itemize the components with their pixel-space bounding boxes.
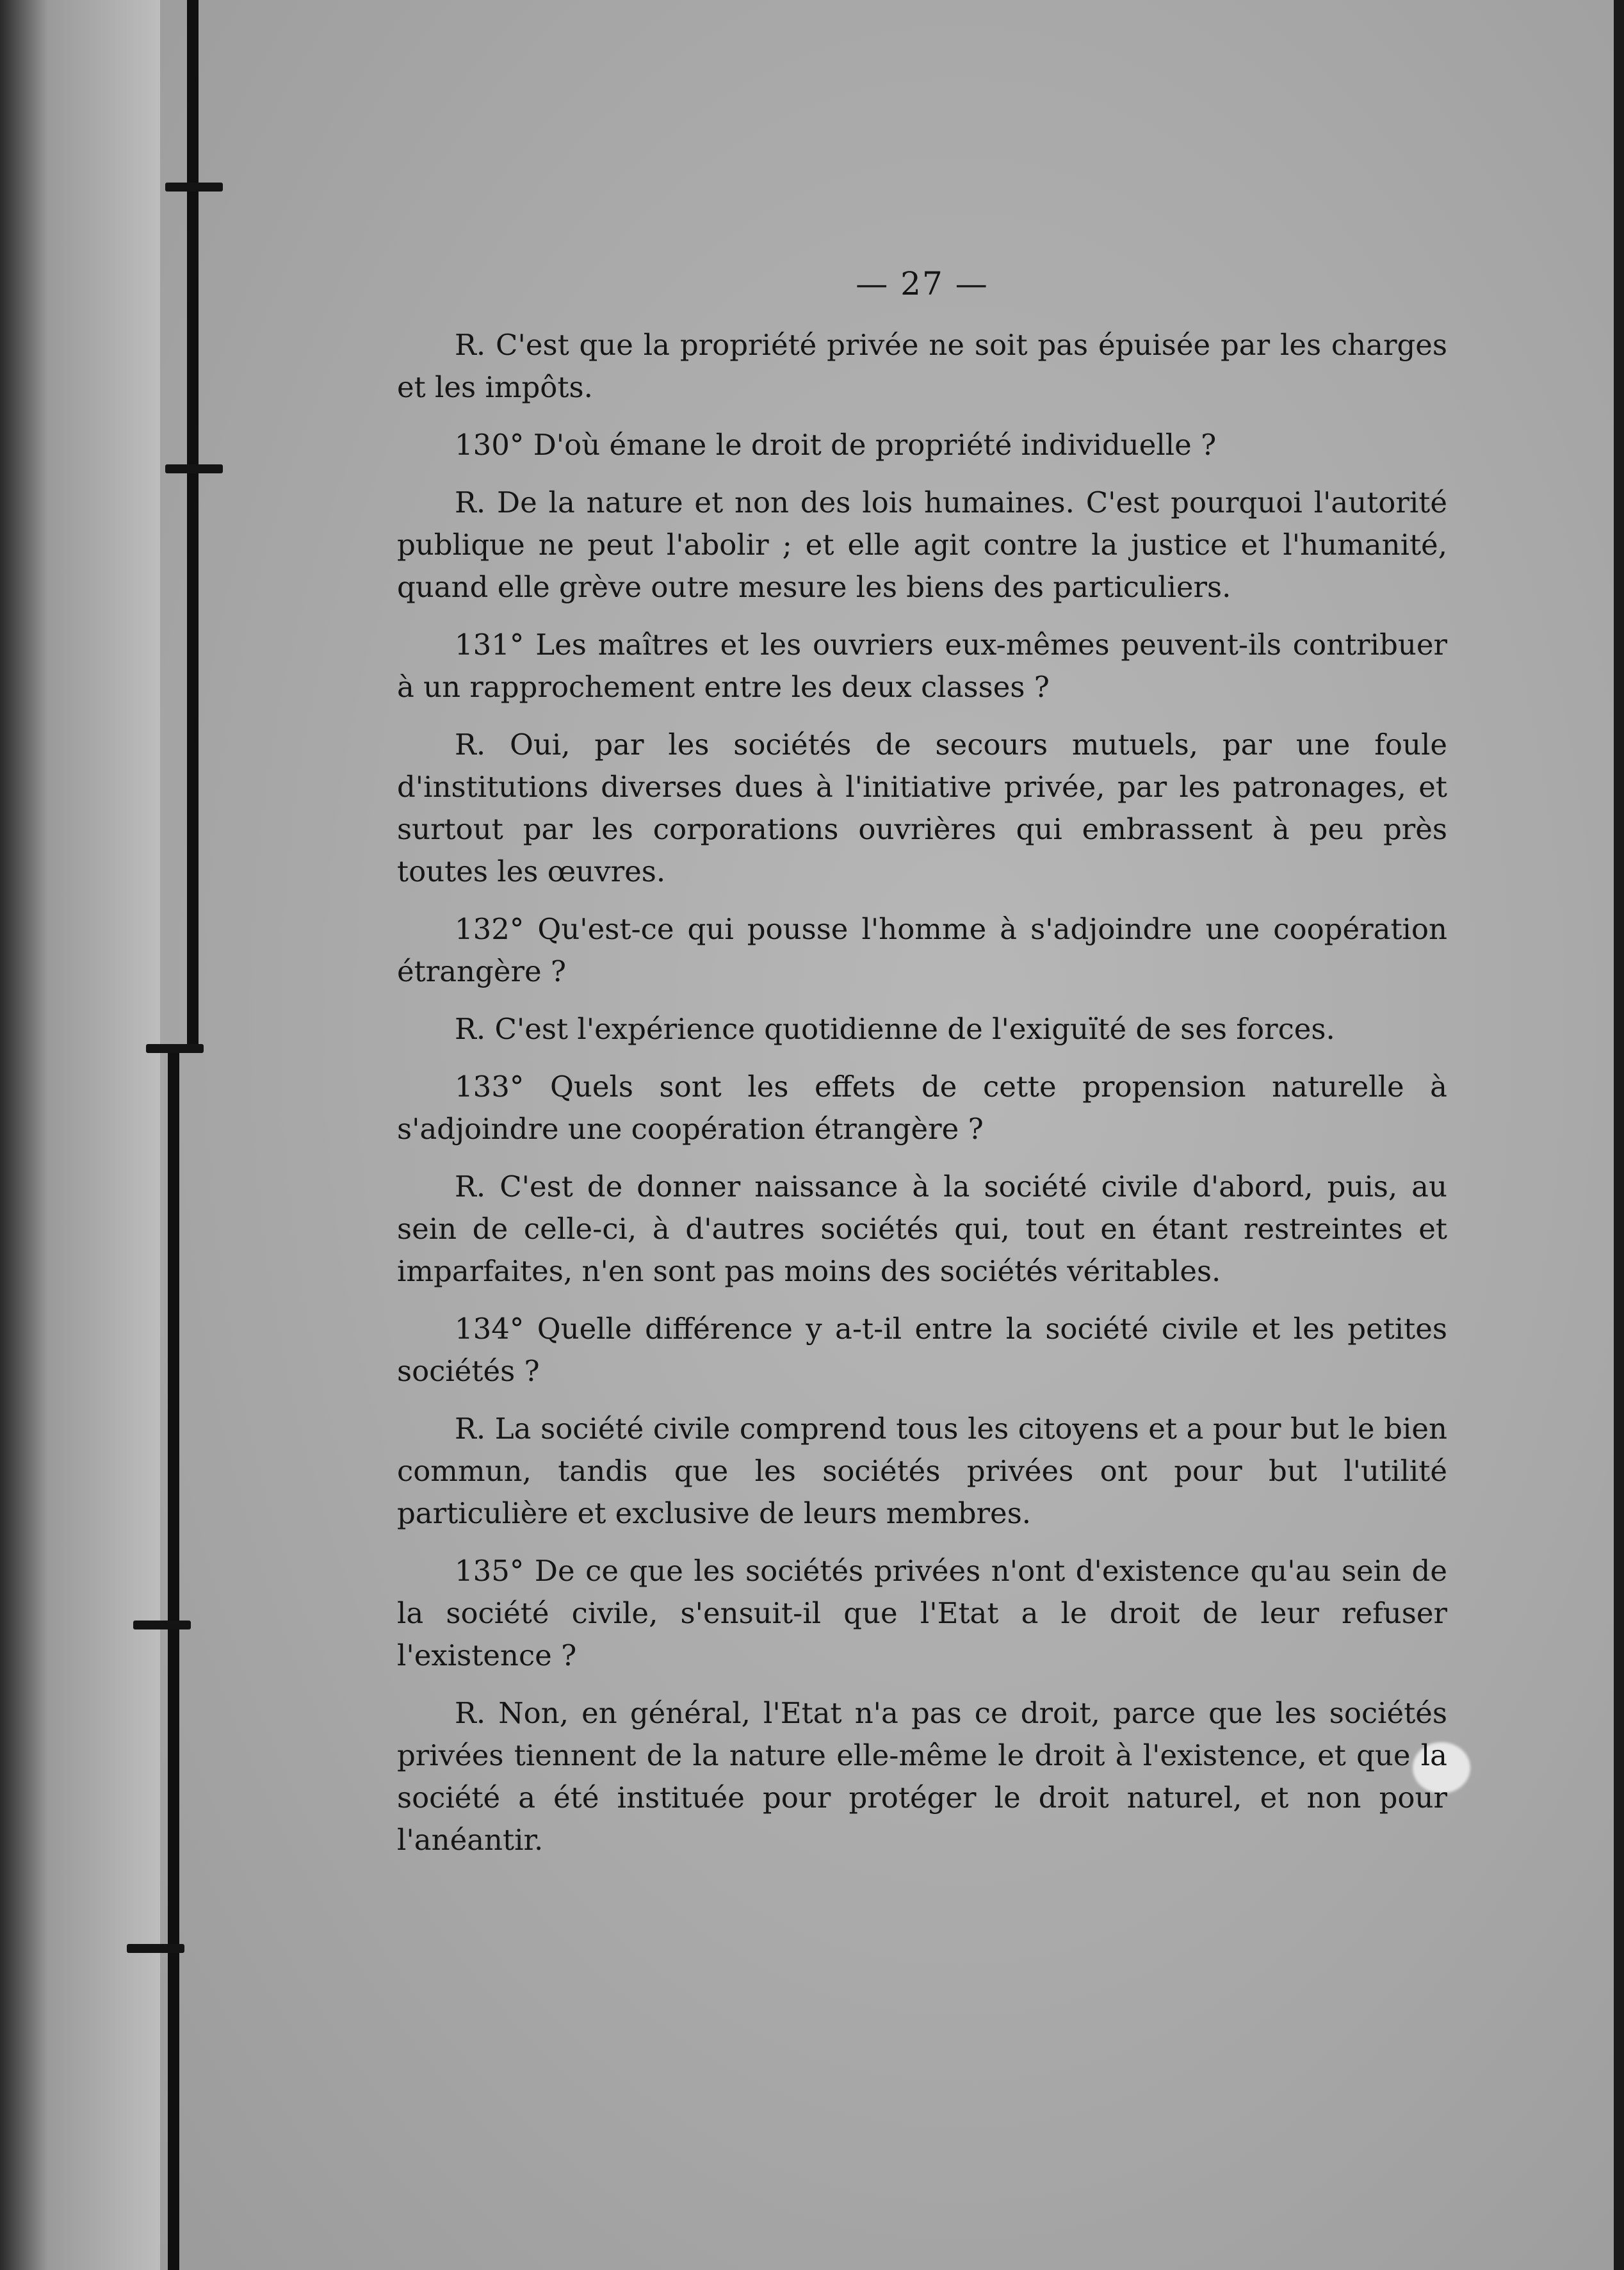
page-text bbox=[397, 263, 1447, 1877]
answer-131: R. Oui, par les sociétés de secours mutuels, par une foule d'institutions diverses dues à l'initiative privée, par les patronages, et surtout par les corporations ouvrières qui embrassent à peu près toutes les œuvres. bbox=[397, 728, 1447, 888]
binding-stitch bbox=[165, 464, 223, 473]
binding-margin bbox=[0, 0, 160, 2270]
binding-thread-lower bbox=[168, 1050, 179, 2270]
page-edge-shadow bbox=[1614, 0, 1624, 2270]
answer-133: R. C'est de donner naissance à la société civile d'abord, puis, au sein de celle-ci, à d'autres sociétés qui, tout en étant restreintes et imparfaites, n'en sont pas moins des sociétés véritables. bbox=[397, 1170, 1447, 1288]
page-number: — 27 — bbox=[856, 265, 989, 302]
answer-132: R. C'est l'expérience quotidienne de l'exiguïté de ses forces. bbox=[455, 1012, 1335, 1046]
binding-thread-upper bbox=[187, 0, 199, 1050]
binding-stitch bbox=[133, 1621, 191, 1629]
answer-135: R. Non, en général, l'Etat n'a pas ce droit, parce que les sociétés privées tiennent de la nature elle-même le droit à l'existence, et que la société a été instituée pour protéger le droit naturel, et non pour l'anéantir. bbox=[397, 1696, 1447, 1857]
question-130: 130° D'où émane le droit de propriété individuelle ? bbox=[455, 428, 1217, 462]
paragraph: R. C'est que la propriété privée ne soit pas épuisée par les charges et les impôts. bbox=[397, 328, 1447, 404]
question-135: 135° De ce que les sociétés privées n'ont d'existence qu'au sein de la société civile, s'ensuit-il que l'Etat a le droit de leur refuser l'existence ? bbox=[397, 1554, 1447, 1672]
question-134: 134° Quelle différence y a-t-il entre la société civile et les petites sociétés ? bbox=[397, 1312, 1447, 1388]
binding-stitch bbox=[165, 183, 223, 192]
answer-130: R. De la nature et non des lois humaines. C'est pourquoi l'autorité publique ne peut l'abolir ; et elle agit contre la justice et l'humanité, quand elle grève outre mesure les biens des particuliers. bbox=[397, 486, 1447, 604]
question-132: 132° Qu'est-ce qui pousse l'homme à s'adjoindre une coopération étrangère ? bbox=[397, 912, 1447, 988]
binding-stitch bbox=[127, 1944, 184, 1953]
question-133: 133° Quels sont les effets de cette propension naturelle à s'adjoindre une coopération étrangère ? bbox=[397, 1070, 1447, 1146]
binding-stitch bbox=[146, 1044, 204, 1053]
answer-134: R. La société civile comprend tous les citoyens et a pour but le bien commun, tandis que les sociétés privées ont pour but l'utilité particulière et exclusive de leurs membres. bbox=[397, 1412, 1447, 1530]
question-131: 131° Les maîtres et les ouvriers eux-mêmes peuvent-ils contribuer à un rapprochement entre les deux classes ? bbox=[397, 628, 1447, 704]
